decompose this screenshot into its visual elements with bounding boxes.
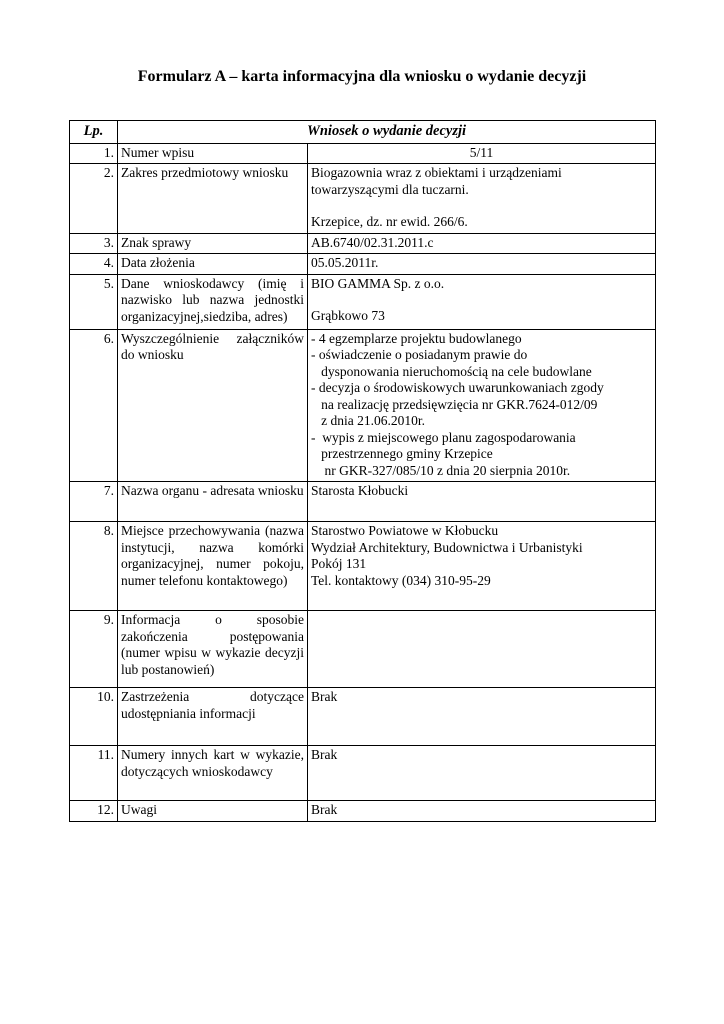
main-header: Wniosek o wydanie decyzji bbox=[118, 121, 656, 144]
table-row bbox=[70, 801, 656, 822]
value-line: AB.6740/02.31.2011.c bbox=[311, 234, 434, 250]
row-label: Dane wnioskodawcy (imię i nazwisko lub nazwa jednostki organizacyjnej,siedziba, adres) bbox=[118, 274, 308, 329]
row-label: Zastrzeżenia dotyczące udostępniania informacji bbox=[118, 688, 308, 746]
value-line: Tel. kontaktowy (034) 310-95-29 bbox=[311, 572, 491, 588]
row-value bbox=[308, 164, 656, 234]
value-line: Brak bbox=[311, 747, 338, 762]
value-line: 05.05.2011r. bbox=[311, 255, 379, 270]
row-number: 5. bbox=[70, 274, 118, 329]
value-line: towarzyszącymi dla tuczarni. bbox=[311, 181, 469, 197]
row-value bbox=[308, 801, 656, 822]
value-line: - oświadczenie o posiadanym prawie do bbox=[311, 347, 528, 362]
row-label: Wyszczególnienie załączników do wniosku bbox=[118, 329, 308, 482]
row-value bbox=[308, 274, 656, 329]
row-label: Nazwa organu - adresata wniosku bbox=[118, 482, 308, 522]
row-label: Znak sprawy bbox=[118, 233, 308, 254]
row-value bbox=[308, 254, 656, 275]
value-line: z dnia 21.06.2010r. bbox=[311, 413, 425, 428]
row-number: 1. bbox=[70, 143, 118, 164]
value-line: Starosta Kłobucki bbox=[311, 483, 409, 498]
table-row bbox=[70, 482, 656, 522]
value-line: - decyzja o środowiskowych uwarunkowaniach zgody bbox=[311, 380, 604, 395]
row-value bbox=[308, 746, 656, 801]
value-line: Krzepice, dz. nr ewid. 266/6. bbox=[311, 214, 468, 229]
table-row bbox=[70, 688, 656, 746]
row-label: Miejsce przechowywania (nazwa instytucji, nazwa komórki organizacyjnej, numer pokoju, numer telefonu kontaktowego) bbox=[118, 522, 308, 611]
row-value bbox=[308, 688, 656, 746]
value-line: na realizację przedsięwzięcia nr GKR.7624-012/09 bbox=[311, 396, 598, 412]
value-line: Wydział Architektury, Budownictwa i Urbanistyki bbox=[311, 539, 583, 555]
table-row bbox=[70, 254, 656, 275]
value-line: 5/11 bbox=[469, 144, 494, 160]
value-line bbox=[311, 292, 652, 308]
table-row bbox=[70, 164, 656, 234]
value-line: - wypis z miejscowego planu zagospodarowania bbox=[311, 429, 576, 445]
table-header-row bbox=[70, 121, 656, 144]
row-value bbox=[308, 611, 656, 688]
value-line: Pokój 131 bbox=[311, 556, 367, 571]
row-number: 3. bbox=[70, 233, 118, 254]
row-label: Data złożenia bbox=[118, 254, 308, 275]
row-value bbox=[308, 482, 656, 522]
row-number: 10. bbox=[70, 688, 118, 746]
value-line: Brak bbox=[311, 689, 338, 704]
table-row bbox=[70, 233, 656, 254]
table-row bbox=[70, 274, 656, 329]
row-value bbox=[308, 329, 656, 482]
row-value bbox=[308, 143, 656, 164]
row-label: Zakres przedmiotowy wniosku bbox=[118, 164, 308, 234]
row-label: Informacja o sposobie zakończenia postępowania (numer wpisu w wykazie decyzji lub postanowień) bbox=[118, 611, 308, 688]
row-label: Numery innych kart w wykazie, dotyczących wnioskodawcy bbox=[118, 746, 308, 801]
table-row bbox=[70, 143, 656, 164]
value-line: Starostwo Powiatowe w Kłobucku bbox=[311, 523, 499, 538]
form-title: Formularz A – karta informacyjna dla wniosku o wydanie decyzji bbox=[137, 68, 587, 85]
table-row bbox=[70, 522, 656, 611]
value-line: BIO GAMMA Sp. z o.o. bbox=[311, 275, 445, 291]
row-number: 7. bbox=[70, 482, 118, 522]
row-number: 11. bbox=[70, 746, 118, 801]
table-row bbox=[70, 611, 656, 688]
row-label: Uwagi bbox=[118, 801, 308, 822]
row-number: 4. bbox=[70, 254, 118, 275]
value-line: dysponowania nieruchomością na cele budowlane bbox=[311, 363, 592, 379]
value-line: nr GKR-327/085/10 z dnia 20 sierpnia 2010r. bbox=[311, 462, 571, 478]
row-number: 6. bbox=[70, 329, 118, 482]
row-number: 12. bbox=[70, 801, 118, 822]
value-line: Grąbkowo 73 bbox=[311, 308, 385, 323]
row-number: 8. bbox=[70, 522, 118, 611]
row-number: 2. bbox=[70, 164, 118, 234]
row-value bbox=[308, 522, 656, 611]
row-number: 9. bbox=[70, 611, 118, 688]
lp-header: Lp. bbox=[70, 121, 118, 144]
value-line: Biogazownia wraz z obiektami i urządzeniami bbox=[311, 165, 562, 180]
value-line: przestrzennego gminy Krzepice bbox=[311, 446, 493, 461]
table-row bbox=[70, 329, 656, 482]
value-line bbox=[311, 198, 652, 214]
value-line: Brak bbox=[311, 802, 338, 817]
info-table bbox=[69, 120, 656, 822]
row-value bbox=[308, 233, 656, 254]
table-row bbox=[70, 746, 656, 801]
value-line: - 4 egzemplarze projektu budowlanego bbox=[311, 330, 522, 346]
row-label: Numer wpisu bbox=[118, 143, 308, 164]
